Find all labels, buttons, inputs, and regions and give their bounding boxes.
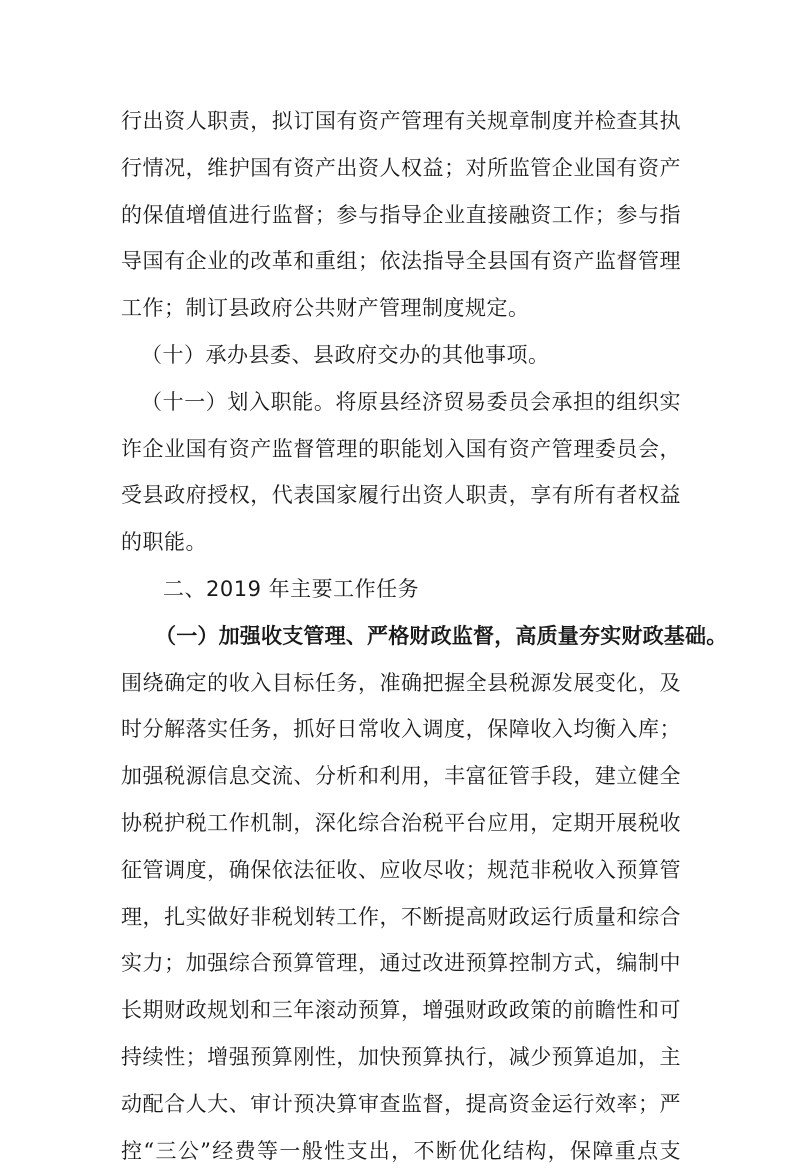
paragraph-line: 受县政府授权，代表国家履行出资人职责，享有所有者权益 xyxy=(121,483,681,508)
paragraph-line: 理，扎实做好非税划转工作，不断提高财政运行质量和综合 xyxy=(121,904,681,929)
paragraph-line: 长期财政规划和三年滚动预算，增强财政政策的前瞻性和可 xyxy=(121,998,681,1023)
paragraph-line: 控“三公”经费等一般性支出，不断优化结构，保障重点支 xyxy=(121,1138,681,1163)
paragraph-line: 诈企业国有资产监督管理的职能划入国有资产管理委员会， xyxy=(121,436,681,461)
paragraph-line: 行出资人职责，拟订国有资产管理有关规章制度并检查其执 xyxy=(121,109,681,133)
item-ten-line: （十）承办县委、县政府交办的其他事项。 xyxy=(141,342,550,367)
paragraph-line: 围绕确定的收入目标任务，准确把握全县税源发展变化，及 xyxy=(121,670,681,695)
paragraph-line: 导国有企业的改革和重组；依法指导全县国有资产监督管理 xyxy=(121,249,681,274)
paragraph-line: 实力；加强综合预算管理，通过改进预算控制方式，编制中 xyxy=(121,951,681,976)
paragraph-line: 行情况，维护国有资产出资人权益；对所监管企业国有资产 xyxy=(121,155,681,180)
paragraph-line: 动配合人大、审计预决算审查监督，提高资金运行效率；严 xyxy=(121,1091,681,1116)
paragraph-line: 协税护税工作机制，深化综合治税平台应用，定期开展税收 xyxy=(121,810,681,835)
item-eleven-line: （十一）划入职能。将原县经济贸易委员会承担的组织实 xyxy=(141,389,681,414)
body-text xyxy=(121,98,728,1174)
section-heading: 二、2019 年主要工作任务 xyxy=(163,576,420,601)
paragraph-line: 时分解落实任务，抓好日常收入调度，保障收入均衡入库； xyxy=(121,717,681,742)
paragraph-line: 工作；制订县政府公共财产管理制度规定。 xyxy=(121,296,530,321)
paragraph-line: 持续性；增强预算刚性，加快预算执行，减少预算追加，主 xyxy=(121,1044,681,1069)
paragraph-line: 加强税源信息交流、分析和利用，丰富征管手段，建立健全 xyxy=(121,764,681,789)
paragraph-line: 的保值增值进行监督；参与指导企业直接融资工作；参与指 xyxy=(121,202,681,227)
paragraph-line: 的职能。 xyxy=(121,530,207,555)
paragraph-line: 征管调度，确保依法征收、应收尽收；规范非税收入预算管 xyxy=(121,857,681,882)
subsection-heading: （一）加强收支管理、严格财政监督，高质量夯实财政基础。 xyxy=(155,622,728,648)
